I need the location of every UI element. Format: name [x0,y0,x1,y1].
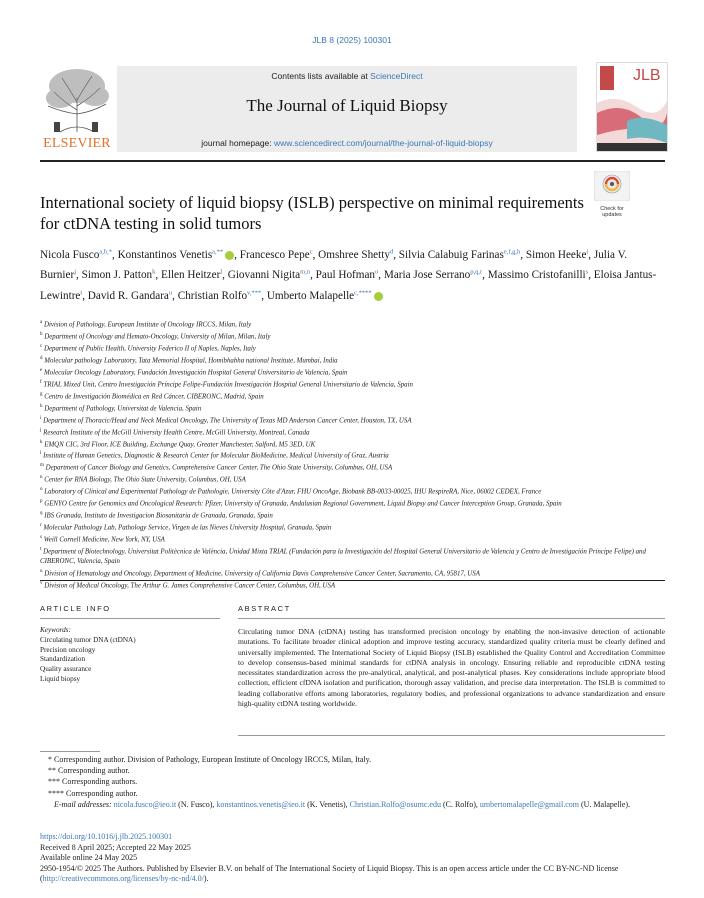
affiliation-text: Division of Hematology and Oncology, Department of Medicine, University of California Davis Comprehensive Cancer Center, Sacramento, CA, 95817, USA [44,570,480,578]
orcid-icon[interactable] [225,251,234,260]
author-affiliation-marker[interactable]: m,n [300,268,311,276]
keyword-item: Circulating tumor DNA (ctDNA) [40,635,136,644]
homepage-line [117,138,577,148]
author-separator: , [310,269,316,282]
author-affiliation-marker[interactable]: a,** [212,248,224,255]
author-separator: , [520,248,526,261]
affiliation-text: Molecular Pathology Lab, Pathology Service, Virgen de las Nieves University Hospital, Granada, Spain [43,524,332,532]
email-link[interactable]: Christian.Rolfo@osumc.edu [349,799,441,809]
affiliation-text: Division of Pathology, European Institute of Oncology IRCCS, Milan, Italy [43,321,252,329]
affiliation-key: s [40,535,42,541]
author-list [40,243,665,305]
abstract-text: Circulating tumor DNA (ctDNA) testing has transformed precision oncology by enabling the non-invasive detection of actionable mutations. To facilitate broader clinical adoption and improve testing accuracy, standardized quality criteria must be clearly defined and universally implemented. The International Society of Liquid Biopsy (ISLB) established the Quality Control and Accreditation Committee to develop consensus-based minimal standards for ctDNA analysis in oncology. Ensuring reliable and reproducible ctDNA testing necessitates standardization across the pre-analytical, analytical, and post-analytical phases. Key considerations include appropriate blood collection, efficient cfDNA isolation and purification, thorough assay validation, and precise data interpretation. The ISLB is committed to leading collaborative efforts among laboratories, regulatory bodies, and professional organizations to advance standardization and ensure high-quality ctDNA testing worldwide. [238,627,665,709]
affiliation-text: Research Institute of the McGill University Health Centre, McGill University, Montreal, Canada [43,428,310,436]
email-owner: (C. Rolfo), [440,799,480,809]
check-updates-label [594,206,630,218]
author-name: Paul Hofman [315,269,376,282]
author[interactable] [384,269,488,281]
keyword-item: Liquid biopsy [40,674,81,683]
email-link[interactable]: nicola.fusco@ieo.it [113,799,177,809]
author-affiliation-marker[interactable]: a,b,* [99,248,112,255]
author-separator: , [588,248,594,261]
affiliation-item [40,545,665,567]
article-info-heading: ARTICLE INFO [40,604,111,613]
keyword-item: Precision oncology [40,645,96,654]
online-date: Available online 24 May 2025 [40,853,138,863]
author[interactable] [228,269,316,281]
author-name: Maria Jose Serrano [383,269,471,282]
author[interactable] [40,249,118,261]
author-separator: , [312,248,319,261]
affiliation-key: t [40,547,42,553]
affiliation-item [40,438,665,450]
author-name: Ellen Heitzer [161,269,221,282]
footnote-item: **** Corresponding author. [48,788,138,798]
affiliation-item [40,330,665,342]
email-owner: (U. Malapelle). [578,799,631,809]
author[interactable] [267,290,383,302]
author[interactable] [316,269,384,281]
check-updates-line1: Check for [600,206,624,212]
author[interactable] [240,249,318,261]
affiliation-key: c [40,343,43,349]
contents-prefix: Contents lists available at [271,71,371,81]
article-info-rule [40,618,220,619]
affiliation-item [40,354,665,366]
author-name: Nicola Fusco [40,248,100,261]
affiliation-text: Weill Cornell Medicine, New York, NY, USA [43,536,165,544]
keyword-item: Standardization [40,655,86,664]
author[interactable] [399,249,526,261]
email-addresses [40,799,665,810]
license-prefix: 2950-1954/© 2025 The Authors. Published by Elsevier B.V. on behalf of The International Society of Liquid Biopsy. This is an open access article under the CC BY-NC-ND license ( [40,863,619,884]
author-separator: , [234,248,240,261]
affiliation-item [40,390,665,402]
license-statement [40,864,665,885]
author-affiliation-marker[interactable]: l [220,268,223,276]
email-owner: (N. Fusco), [176,799,217,809]
author-separator: , [222,269,228,282]
article-title: International society of liquid biopsy (ISLB) perspective on minimal requirements for ctDNA testing in solid tumors [40,193,584,233]
footnote-rule [40,751,100,752]
footnote-item: * Corresponding author. Division of Pathology, European Institute of Oncology IRCCS, Milan, Italy. [48,755,372,764]
author-affiliation-marker[interactable]: e,f,g,h [503,248,521,255]
license-link[interactable]: http://creativecommons.org/licenses/by-nc-nd/4.0/ [42,874,204,884]
author[interactable] [318,249,399,261]
author-name: Christian Rolfo [177,290,248,303]
author[interactable] [82,269,161,281]
affiliation-key: i [40,415,42,421]
affiliation-text: Centro de Investigación Biomédica en Red Cáncer, CIBERONC, Madrid, Spain [44,393,264,401]
author-separator: , [393,248,399,261]
author-name: Konstantinos Venetis [117,248,213,261]
affiliation-text: Institute of Human Genetics, Diagnostic & Research Center for Molecular BioMedicine, Medical University of Graz, Austria [43,452,389,460]
author[interactable] [488,269,594,281]
affiliation-key: v [40,580,43,586]
affiliation-item [40,461,665,473]
author-name: Francesco Pepe [239,248,310,261]
author-name: David R. Gandara [87,290,169,303]
author-name: Eloisa Jantus-Lewintre [40,269,657,303]
author[interactable] [178,290,267,302]
affiliation-text: GENYO Centre for Genomics and Oncological Research: Pfizer, University of Granada, Andalusian Regional Government, Liquid Biopsy and Cancer Interception Group, Granada, Spain [44,500,562,508]
author-affiliation-marker[interactable]: t [80,289,83,297]
author-affiliation-marker[interactable]: d [389,248,394,255]
keyword-item: Quality assurance [40,665,92,674]
license-suffix: ). [203,874,209,884]
doi-link[interactable]: https://doi.org/10.1016/j.jlb.2025.100301 [40,832,173,841]
affiliation-text: Center for RNA Biology, The Ohio State University, Columbus, OH, USA [44,476,246,484]
author[interactable] [118,249,240,261]
homepage-prefix: journal homepage: [201,138,275,148]
sciencedirect-link[interactable]: ScienceDirect [370,71,423,81]
author-affiliation-marker[interactable]: c,**** [354,289,372,297]
affiliation-key: j [40,427,42,433]
affiliation-item [40,414,665,426]
affiliation-list [40,318,665,591]
affiliation-item [40,426,665,438]
header-rule [40,160,665,162]
author-separator: , [82,290,88,303]
elsevier-wordmark: ELSEVIER [43,136,111,151]
author-name: Giovanni Nigita [227,269,301,282]
author-separator: , [482,269,488,282]
author-affiliation-marker[interactable]: v,*** [247,289,262,297]
author-name: Simon Heeke [525,248,587,261]
affiliation-item [40,449,665,461]
affiliation-key: a [40,320,43,325]
affiliation-item [40,509,665,521]
affiliation-key: r [40,523,42,529]
author-separator: , [588,269,594,282]
author-affiliation-marker[interactable]: i [586,248,589,255]
author[interactable] [526,249,594,261]
keywords-block [40,626,220,685]
affiliation-item [40,318,665,330]
author[interactable] [161,269,228,281]
author-affiliation-marker[interactable]: j [74,268,76,276]
affiliation-key: k [40,439,43,445]
affiliation-key: l [40,451,42,457]
author-affiliation-marker[interactable]: p,q,r [470,268,483,276]
author-name: Silvia Calabuig Farinas [398,248,504,261]
section-rule [40,580,665,581]
affiliation-item [40,533,665,545]
author[interactable] [88,290,178,302]
affiliation-key: q [40,511,43,517]
author-affiliation-marker[interactable]: c [309,248,313,255]
affiliation-key: m [40,463,44,469]
affiliation-item [40,567,665,579]
author-affiliation-marker[interactable]: k [152,268,156,276]
orcid-icon[interactable] [374,292,383,301]
author-separator: , [378,269,384,282]
affiliation-text: Laboratory of Clinical and Experimental Pathology de Pathologie, University Côte d'Azur, FHU OncoAge, Biobank BB-0033-00025, IHU RespireRA, Nice, 06002 CEDEX, France [44,488,542,496]
author-name: Omshree Shetty [318,248,390,261]
affiliation-key: g [40,391,43,397]
abstract-rule [238,618,665,619]
author-name: Massimo Cristofanilli [487,269,586,282]
affiliation-text: Department of Biotechnology, Universitat Politècnica de València, Unidad Mixta TRIAL (Fundación para la Investigación del Hospital General Universitario de Valencia y Centro de Investigación Príncipe Felipe) and CIBERONC, Valencia, Spain [40,548,646,566]
cover-title: JLB [633,67,661,84]
masthead [40,62,667,156]
affiliation-text: Department of Thoracic/Head and Neck Medical Oncology, The University of Texas MD Anderson Cancer Center, Houston, TX, USA [43,416,412,424]
footnote-item: ** Corresponding author. [48,766,130,776]
author-affiliation-marker[interactable]: u [168,289,173,297]
affiliation-key: u [40,568,43,574]
email-owner: (K. Venetis), [305,799,350,809]
author-affiliation-marker[interactable]: o [375,268,379,276]
affiliation-key: f [40,379,42,385]
affiliation-item [40,521,665,533]
journal-cover-thumbnail[interactable] [596,62,668,152]
affiliation-text: Molecular pathology Laboratory, Tata Memorial Hospital, Homibhabha national Institute, Mumbai, India [44,357,338,365]
author-separator: , [261,290,267,303]
check-updates-icon [594,171,630,201]
author-affiliation-marker[interactable]: s [585,268,589,276]
affiliation-item [40,497,665,509]
affiliation-item [40,378,665,390]
footnotes [40,754,665,810]
affiliation-key: p [40,499,43,505]
affiliation-key: b [40,331,43,337]
email-link[interactable]: umbertomalapelle@gmail.com [479,799,579,809]
abstract-heading: ABSTRACT [238,604,291,613]
email-label: E-mail addresses: [54,799,112,809]
affiliation-text: Molecular Oncology Laboratory, Fundación Investigación Hospital General Universitario de Valencia, Spain [43,369,348,377]
affiliation-key: n [40,475,43,481]
author-separator: , [112,248,118,261]
journal-reference[interactable]: JLB 8 (2025) 100301 [312,35,392,45]
author-name: Umberto Malapelle [266,290,355,303]
contents-line [117,71,577,81]
author-separator: , [172,290,178,303]
affiliation-key: h [40,403,43,409]
journal-homepage-link[interactable]: www.sciencedirect.com/journal/the-journal-of-liquid-biopsy [274,138,493,148]
affiliation-item [40,402,665,414]
affiliation-key: e [40,367,43,373]
affiliation-text: Division of Medical Oncology, The Arthur G. James Comprehensive Cancer Center, Columbus, OH, USA [44,581,336,589]
affiliation-item [40,366,665,378]
journal-banner [117,66,577,152]
affiliation-item [40,485,665,497]
received-dates: Received 8 April 2025; Accepted 22 May 2025 [40,842,191,852]
affiliation-text: Department of Cancer Biology and Genetics, Comprehensive Cancer Center, The Ohio State University, Columbus, OH, USA [45,464,393,472]
author-name: Simon J. Patton [81,269,153,282]
affiliation-text: IBS Granada, Instituto de Investigacion Biosanitaria de Granada, Granada, Spain [44,512,273,520]
affiliation-text: Department of Pathology, Universitat de Valencia, Spain [44,404,202,412]
author-separator: , [76,269,82,282]
affiliation-key: o [40,487,43,493]
affiliation-item [40,473,665,485]
email-link[interactable]: konstantinos.venetis@ieo.it [216,799,306,809]
keywords-label: Keywords: [40,626,71,634]
affiliation-text: TRIAL Mixed Unit, Centro Investigación Príncipe Felipe-Fundación Investigación Hospital General Universitario de Valencia, Spain [43,381,413,389]
affiliation-text: Department of Public Health, University Federico II of Naples, Naples, Italy [43,345,256,353]
affiliation-text: EMQN CIC, 3rd Floor, ICE Building, Exchange Quay, Greater Manchester, Salford, M5 3ED, UK [44,440,316,448]
journal-title: The Journal of Liquid Biopsy [246,96,448,115]
author-separator: , [155,269,161,282]
affiliation-key: d [40,355,43,361]
abstract-bottom-rule [238,735,665,736]
check-updates-line2: updates [602,212,622,218]
author-name: Julia V. Burnier [40,248,628,282]
check-for-updates-badge[interactable] [594,171,630,218]
affiliation-item [40,342,665,354]
footnote-item: *** Corresponding authors. [48,777,138,787]
publication-info [40,832,665,885]
affiliation-text: Department of Oncology and Hemato-Oncology, University of Milan, Milan, Italy [44,333,271,341]
